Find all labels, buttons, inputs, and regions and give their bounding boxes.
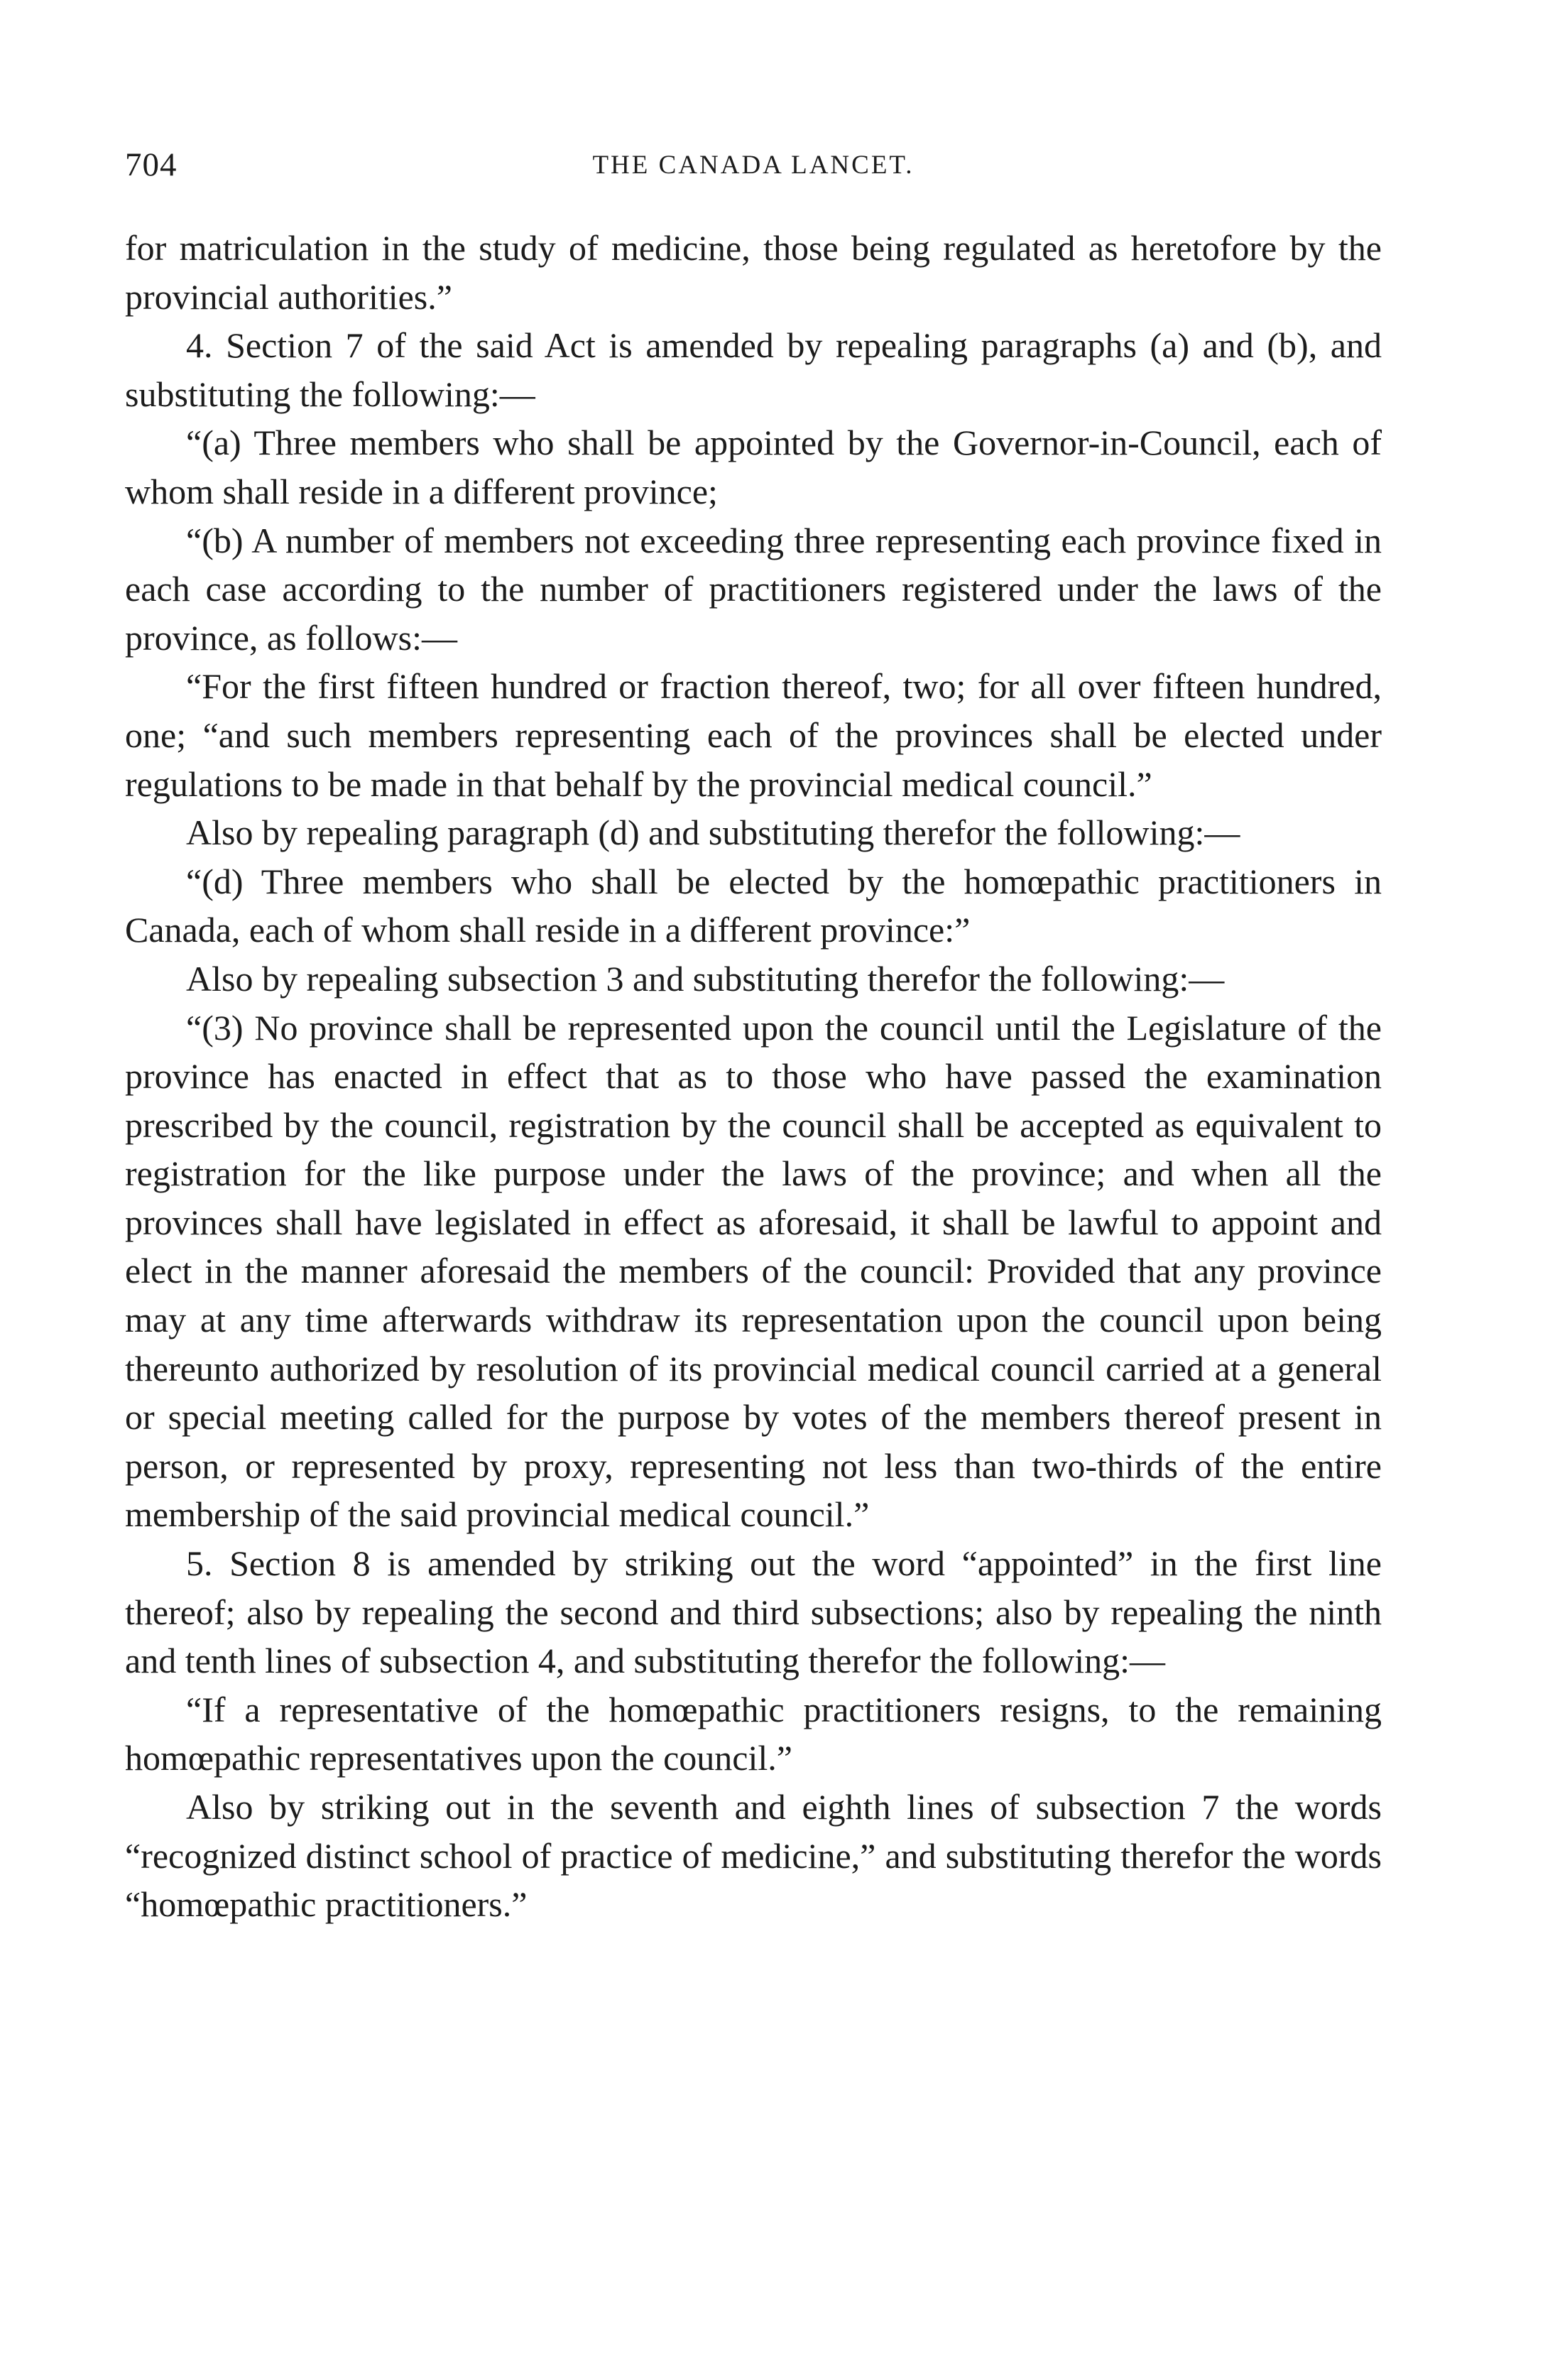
paragraph: “(b) A number of members not exceeding three representing each province fixed in each case according to the number of practitioners registered under the laws of the province, as follows:— xyxy=(125,520,1382,658)
page-number: 704 xyxy=(125,146,178,183)
paragraph: “(d) Three members who shall be elected by the homœpathic practitioners in Canada, each of whom shall reside in a different province:” xyxy=(125,861,1382,950)
paragraph: for matriculation in the study of medicine, those being regulated as heretofore by the provincial authorities.” xyxy=(125,228,1382,317)
paragraph: Also by repealing subsection 3 and substituting therefor the following:— xyxy=(186,958,1225,999)
running-header xyxy=(125,146,1382,195)
paragraph: “If a representative of the homœpathic practitioners resigns, to the remaining homœpathic representatives upon the council.” xyxy=(125,1689,1382,1778)
paragraph: 5. Section 8 is amended by striking out the word “appointed” in the first line thereof; also by repealing the second and third subsections; also by repealing the ninth and tenth lines of subsection 4, and substituting therefor the following:— xyxy=(125,1543,1382,1681)
document-page xyxy=(125,146,1382,1929)
paragraph: 4. Section 7 of the said Act is amended by repealing paragraphs (a) and (b), and substituting the following:— xyxy=(125,325,1382,414)
paragraph: “(a) Three members who shall be appointed by the Governor-in-Council, each of whom shall reside in a different province; xyxy=(125,423,1382,511)
paragraph: “(3) No province shall be represented upon the council until the Legislature of the province has enacted in effect that as to those who have passed the examination prescribed by the council, registration by the council shall be accepted as equivalent to registration for the like purpose under the laws of the province; and when all the provinces shall have legislated in effect as aforesaid, it shall be lawful to appoint and elect in the manner aforesaid the members of the council: Provided that any province may at any time afterwards withdraw its representation upon the council upon being thereunto authorized by resolution of its provincial medical council carried at a general or special meeting called for the purpose by votes of the members thereof present in person, or represented by proxy, representing not less than two-thirds of the entire membership of the said provincial medical council.” xyxy=(125,1007,1382,1535)
paragraph: Also by striking out in the seventh and eighth lines of subsection 7 the words “recognized distinct school of practice of medicine,” and substituting therefor the words “homœpathic practitioners.” xyxy=(125,1787,1382,1925)
paragraph: “For the first fifteen hundred or fraction thereof, two; for all over fifteen hundred, one; “and such members representing each of the provinces shall be elected under regulations to be made in that behalf by the provincial medical council.” xyxy=(125,666,1382,804)
body-text xyxy=(125,224,1382,1929)
paragraph: Also by repealing paragraph (d) and substituting therefor the following:— xyxy=(186,813,1240,853)
journal-title: THE CANADA LANCET. xyxy=(592,151,915,180)
